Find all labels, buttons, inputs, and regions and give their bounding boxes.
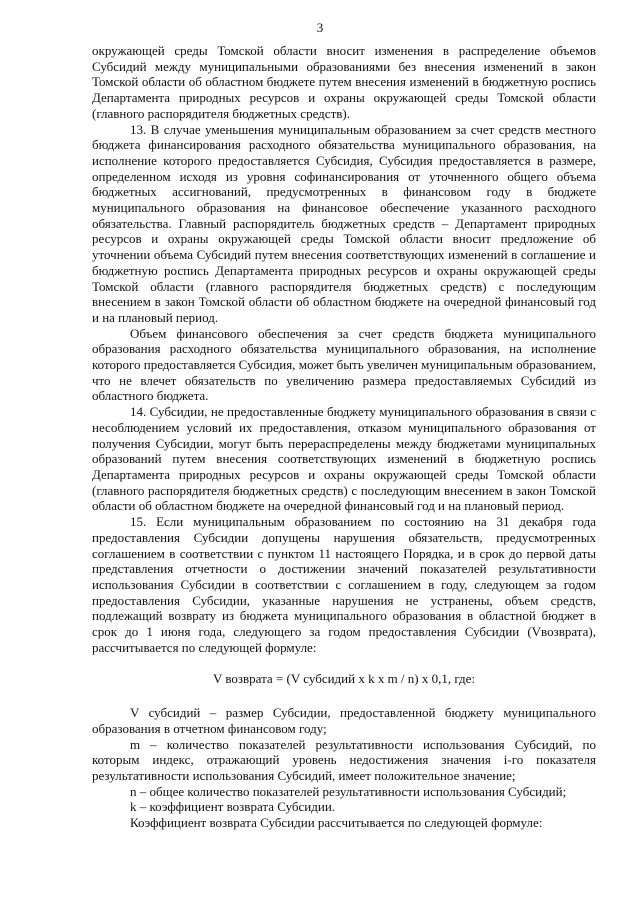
document-body (92, 43, 596, 831)
paragraph-coefficient-formula-intro: Коэффициент возврата Субсидии рассчитывается по следующей формуле: (130, 815, 543, 831)
definition-n: n – общее количество показателей результативности использования Субсидий; (130, 783, 567, 799)
paragraph-13: 13. В случае уменьшения муниципальным образованием за счет средств местного бюджета финансирования расходного обязательства муниципального образования, на исполнение которого предоставляется Субсидия, Субсидия предоставляется в размере, определенном исходя из уровня софинансирования от уточненного общего объема бюджетных ассигнований, предусмотренных в финансовом году в бюджете муниципального образования на финансовое обеспечение указанного расходного обязательства. Главный распорядитель бюджетных средств – Департамент природных ресурсов и охраны окружающей среды Томской области вносит предложение об уточнении объема Субсидий путем внесения соответствующих изменений в соглашение и бюджетную роспись Департамента природных ресурсов и охраны окружающей среды Томской области (главного распорядителя бюджетных средств) с последующим внесением в закон Томской области об областном бюджете на очередной финансовый год и на плановый период. (92, 121, 596, 325)
definition-m: m – количество показателей результативности использования Субсидий, по которым индекс, отражающий уровень недостижения значения i-го показателя результативности использования Субсидий, имеет положительное значение; (92, 736, 596, 783)
paragraph-funding-volume: Объем финансового обеспечения за счет средств бюджета муниципального образования расходного обязательства муниципального образования, на исполнение которого предоставляется Субсидия, может быть увеличен муниципальным образованием, что не влечет обязательств по увеличению размера предоставляемых Субсидий из областного бюджета. (92, 325, 596, 404)
definition-v-subsidy: V субсидий – размер Субсидии, предоставленной бюджету муниципального образования в отчетном финансовом году; (92, 705, 596, 736)
definition-k: k – коэффициент возврата Субсидии. (130, 799, 336, 815)
paragraph-15: 15. Если муниципальным образованием по состоянию на 31 декабря года предоставления Субсидии допущены нарушения обязательств, предусмотренных соглашением в соответствии с пунктом 11 настоящего Порядка, и в срок до первой даты представления отчетности о достижении значений показателей результативности использования Субсидии в соответствии с соглашением в году, следующем за годом предоставления Субсидии, указанные нарушения не устранены, объем средств, подлежащий возврату из бюджета муниципального образования в областной бюджет в срок до 1 июня года, следующего за годом предоставления Субсидии (Vвозврата), рассчитывается по следующей формуле: (92, 514, 596, 655)
paragraph-continuation: окружающей среды Томской области вносит изменения в распределение объемов Субсидий между муниципальными образованиями без внесения изменений в закон Томской области об областном бюджете путем внесения изменений в бюджетную роспись Департамента природных ресурсов и охраны окружающей среды Томской области (главного распорядителя бюджетных средств). (92, 43, 596, 121)
page-number: 3 (316, 20, 324, 35)
formula-return-amount: V возврата = (V субсидий x k x m / n) x 0,1, где: (212, 671, 476, 687)
paragraph-14: 14. Субсидии, не предоставленные бюджету муниципального образования в связи с несоблюдением условий их предоставления, отказом муниципального образования от получения Субсидии, могут быть перераспределены между бюджетами муниципальных образований путем внесения соответствующих изменений в бюджетную роспись Департамента природных ресурсов и охраны окружающей среды Томской области (главного распорядителя бюджетных средств) с последующим внесением в закон Томской области об областном бюджете на очередной финансовый год и на плановый период. (92, 404, 596, 514)
